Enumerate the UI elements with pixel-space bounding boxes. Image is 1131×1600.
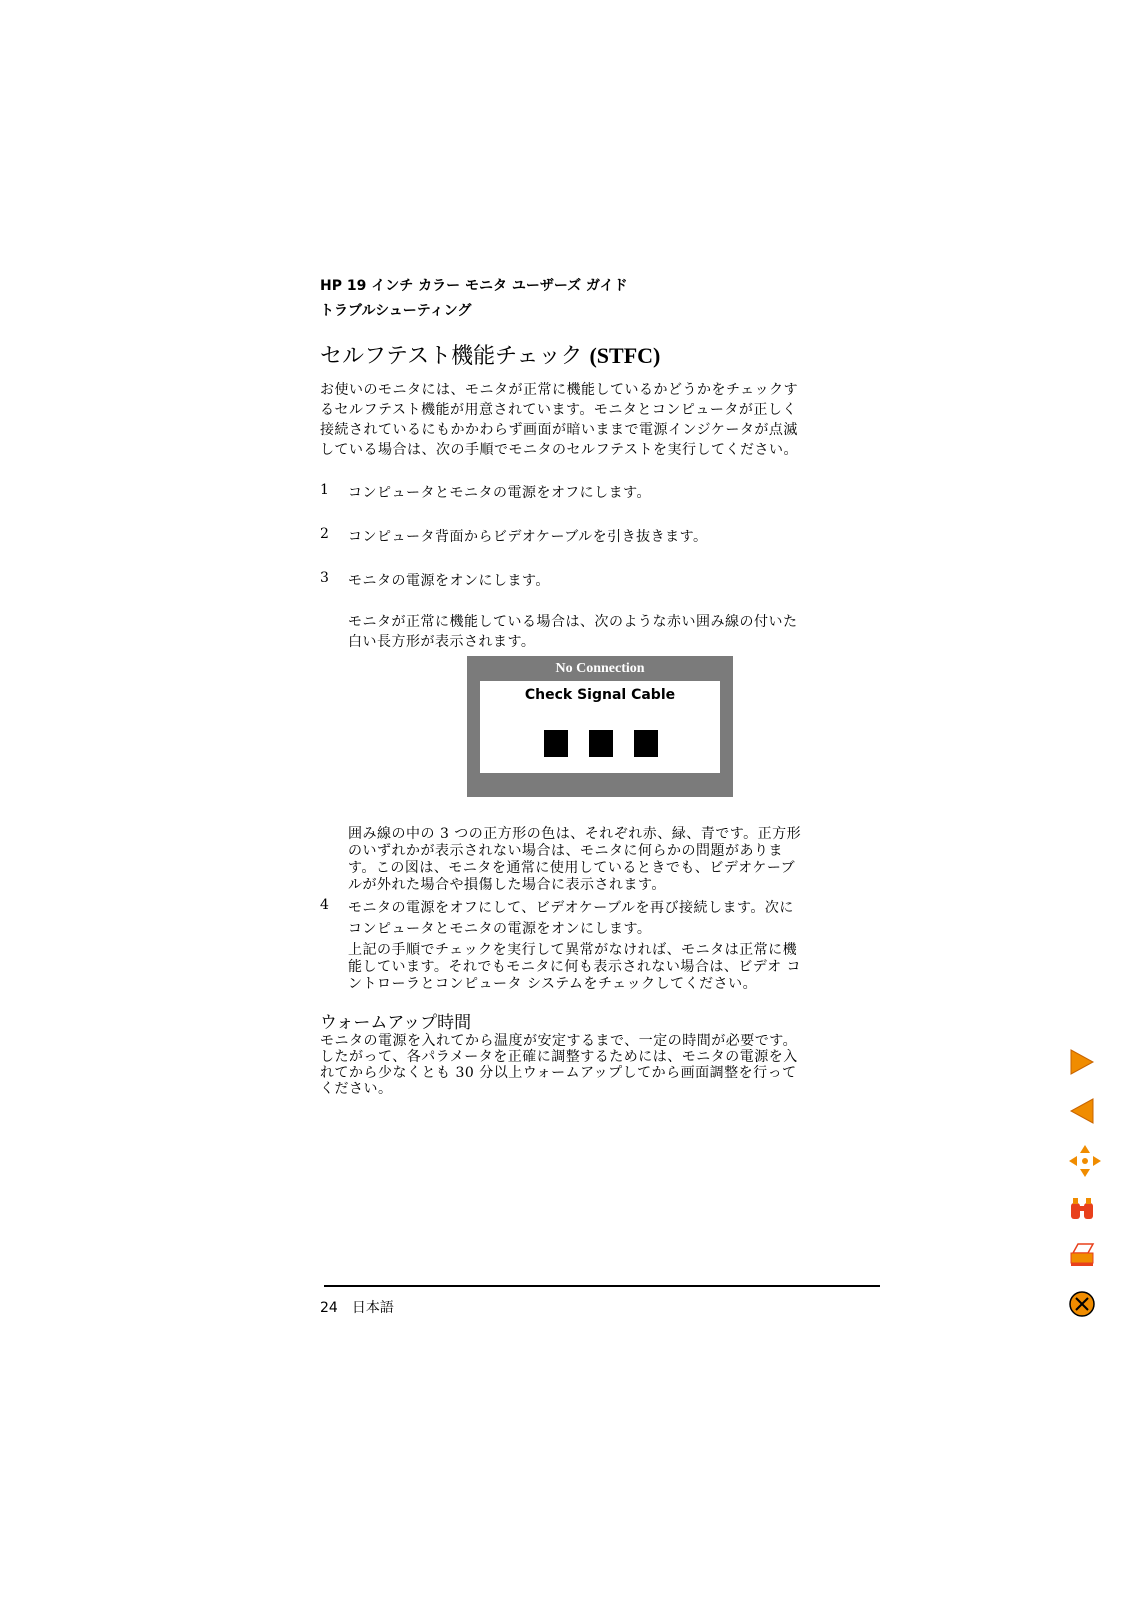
- step-text: コンピュータ背面からビデオケーブルを引き抜きます。: [348, 529, 708, 545]
- close-icon[interactable]: [1068, 1290, 1096, 1322]
- document-header-title: HP 19 インチ カラー モニタ ユーザーズ ガイド: [320, 278, 628, 294]
- intro-paragraph: [320, 380, 880, 460]
- text-line: 白い長方形が表示されます。: [348, 634, 536, 650]
- text-line: モニタの電源を入れてから温度が安定するまで、一定の時間が必要です。: [320, 1033, 798, 1049]
- section-title-abbr: (STFC): [589, 343, 661, 368]
- text-line: モニタが正常に機能している場合は、次のような赤い囲み線の付いた: [348, 614, 798, 630]
- navigate-icon[interactable]: [1068, 1144, 1102, 1182]
- step4-note: [348, 942, 878, 993]
- text-line: したがって、各パラメータを正確に調整するためには、モニタの電源を入: [320, 1049, 798, 1065]
- step-number: 4: [320, 897, 329, 913]
- text-line: 接続されているにもかかわらず画面が暗いままで電源インジケータが点滅: [320, 422, 798, 438]
- text-line: す。この図は、モニタを通常に使用しているときでも、ビデオケーブ: [348, 860, 796, 876]
- step-text: モニタの電源をオンにします。: [348, 573, 550, 589]
- step-text: コンピュータとモニタの電源をオンにします。: [348, 921, 652, 937]
- warmup-heading: ウォームアップ時間: [320, 1013, 472, 1033]
- text-line: のいずれかが表示されない場合は、モニタに何らかの問題がありま: [348, 843, 783, 859]
- print-icon[interactable]: [1068, 1241, 1096, 1273]
- section-title-text: セルフテスト機能チェック: [320, 344, 583, 369]
- next-page-icon[interactable]: [1068, 1048, 1096, 1080]
- step-number: 2: [320, 526, 329, 542]
- search-icon[interactable]: [1068, 1195, 1096, 1227]
- text-line: お使いのモニタには、モニタが正常に機能しているかどうかをチェックす: [320, 382, 799, 398]
- text-line: 能しています。それでもモニタに何も表示されない場合は、ビデオ コ: [348, 959, 802, 975]
- previous-page-icon[interactable]: [1068, 1097, 1096, 1129]
- squares-note: [348, 826, 878, 894]
- text-line: ください。: [320, 1081, 393, 1097]
- test-square-green: [589, 730, 613, 757]
- osd-inner-box: [480, 681, 720, 773]
- text-line: ルが外れた場合や損傷した場合に表示されます。: [348, 877, 666, 893]
- test-square-blue: [634, 730, 658, 757]
- test-square-red: [544, 730, 568, 757]
- step-number: 3: [320, 570, 329, 586]
- osd-title: No Connection: [555, 661, 645, 676]
- text-line: 上記の手順でチェックを実行して異常がなければ、モニタは正常に機: [348, 942, 798, 958]
- text-line: ントローラとコンピュータ システムをチェックしてください。: [348, 976, 758, 992]
- section-title: [320, 339, 660, 370]
- text-line: るセルフテスト機能が用意されています。モニタとコンピュータが正しく: [320, 402, 797, 418]
- footer-rule: [324, 1285, 880, 1287]
- osd-subtitle: Check Signal Cable: [524, 687, 676, 703]
- step-number: 1: [320, 482, 329, 498]
- step-text: モニタの電源をオフにして、ビデオケーブルを再び接続します。次に: [348, 900, 794, 916]
- text-line: れてから少なくとも 30 分以上ウォームアップしてから画面調整を行って: [320, 1065, 797, 1081]
- step-text: コンピュータとモニタの電源をオフにします。: [348, 485, 651, 501]
- page-footer: 24 日本語: [320, 1300, 394, 1316]
- text-line: 囲み線の中の 3 つの正方形の色は、それぞれ赤、緑、青です。正方形: [348, 826, 802, 842]
- no-connection-osd-figure: [467, 656, 733, 797]
- document-header-section: トラブルシューティング: [320, 303, 472, 319]
- text-line: している場合は、次の手順でモニタのセルフテストを実行してください。: [320, 442, 798, 458]
- warmup-paragraph: [320, 1033, 880, 1097]
- step3-note: [348, 612, 878, 652]
